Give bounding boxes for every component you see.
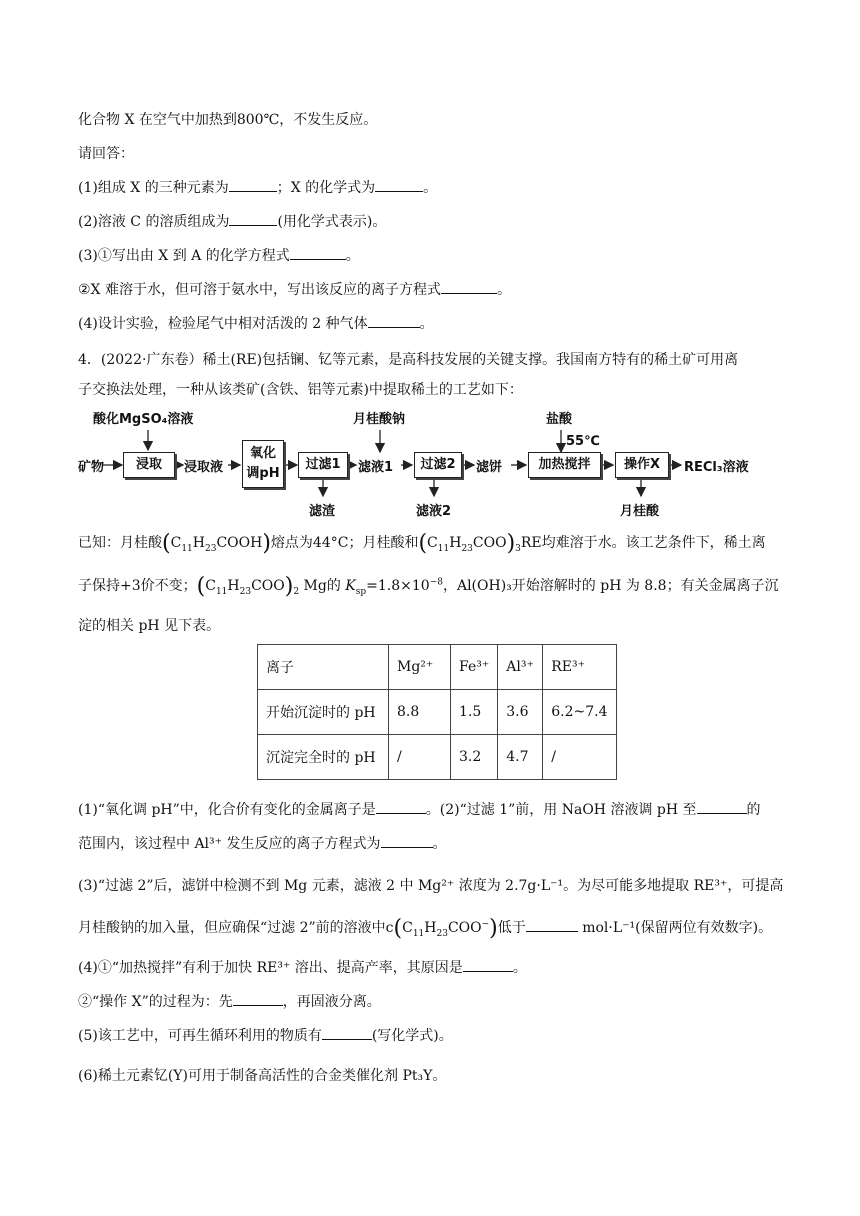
- temperature-label: 55℃: [566, 434, 600, 449]
- flow-step-box: 过滤1: [298, 452, 348, 478]
- ion-ph-table: [257, 644, 617, 780]
- table-cell: RE³⁺: [543, 645, 616, 690]
- table-cell: 4.7: [498, 735, 543, 780]
- table-cell: 沉淀完全时的 pH: [258, 735, 389, 780]
- question-q4-2: ②“操作 X”的过程为：先 ，再固液分离。: [78, 994, 381, 1010]
- question-q1: (1)“氧化调 pH”中，化合价有变化的金属离子是 。(2)“过滤 1”前，用 NaOH 溶液调 pH 至 的: [78, 802, 761, 818]
- table-row: [258, 735, 617, 780]
- byproduct-label: 滤渣: [309, 504, 336, 519]
- text-line-1: 化合物 X 在空气中加热到800℃，不发生反应。: [78, 112, 378, 128]
- question-q5: (5)该工艺中，可再生循环利用的物质有 (写化学式)。: [78, 1028, 453, 1044]
- answer-blank[interactable]: [375, 179, 423, 192]
- table-cell: Fe³⁺: [451, 645, 498, 690]
- reagent-label: 盐酸: [546, 412, 573, 427]
- question-q3-cont: 月桂酸钠的加入量，但应确保“过滤 2”前的溶液中$c(C_{11}H_{23}COO^-)$低于 mol·L⁻¹(保留两位有效数字)。: [78, 916, 773, 941]
- question-q3: (3)“过滤 2”后，滤饼中检测不到 Mg 元素，滤液 2 中 Mg²⁺ 浓度为 2.7g·L⁻¹。为尽可能多地提取 RE³⁺，可提高: [78, 878, 784, 894]
- answer-blank[interactable]: [229, 179, 277, 192]
- answer-blank[interactable]: [233, 993, 283, 1006]
- answer-blank[interactable]: [376, 801, 426, 814]
- known-info-line-1: 已知：月桂酸$(C_{11}H_{23}COOH)$熔点为44°C；月桂酸和$(C_{11}H_{23}COO)_3RE$均难溶于水。该工艺条件下，稀土离: [78, 531, 766, 556]
- answer-blank[interactable]: [290, 247, 346, 260]
- answer-blank[interactable]: [441, 281, 497, 294]
- flow-start-label: 矿物: [78, 460, 105, 475]
- answer-blank[interactable]: [368, 315, 420, 328]
- answer-blank[interactable]: [229, 213, 277, 226]
- intermediate-label: 浸取液: [184, 460, 224, 475]
- problem-4-intro: 4．(2022·广东卷）稀土(RE)包括镧、钇等元素，是高科技发展的关键支撑。我国南方特有的稀土矿可用离: [78, 352, 739, 368]
- answer-blank[interactable]: [322, 1027, 372, 1040]
- table-cell: /: [543, 735, 616, 780]
- flow-step-box: 过滤2: [414, 452, 462, 478]
- question-q6: (6)稀土元素钇(Y)可用于制备高活性的合金类催化剂 Pt₃Y。: [78, 1068, 447, 1084]
- byproduct-label: 月桂酸: [620, 504, 660, 519]
- known-info-line-3: 淀的相关 pH 见下表。: [78, 618, 221, 634]
- intermediate-label: 滤饼: [476, 460, 503, 475]
- byproduct-label: 滤液2: [416, 504, 452, 519]
- table-cell: Al³⁺: [498, 645, 543, 690]
- table-cell: 8.8: [389, 690, 451, 735]
- reagent-label: 酸化MgSO₄溶液: [93, 412, 194, 427]
- reagent-label: 月桂酸钠: [353, 412, 406, 427]
- table-header-row: [258, 645, 617, 690]
- process-flow-diagram: [78, 408, 778, 520]
- question-1: (1)组成 X 的三种元素为 ；X 的化学式为 。: [78, 180, 438, 196]
- table-cell: 1.5: [451, 690, 498, 735]
- product-label: RECl₃溶液: [684, 460, 749, 475]
- table-cell: 6.2~7.4: [543, 690, 616, 735]
- problem-4-intro-2: 子交换法处理，一种从该类矿(含铁、铝等元素)中提取稀土的工艺如下：: [78, 382, 523, 398]
- answer-blank[interactable]: [463, 959, 513, 972]
- table-cell: 3.6: [498, 690, 543, 735]
- flow-step-box: 浸取: [123, 452, 175, 478]
- table-cell: /: [389, 735, 451, 780]
- table-row: [258, 690, 617, 735]
- text-line-2: 请回答：: [78, 146, 134, 162]
- intermediate-label: 滤液1: [358, 460, 394, 475]
- answer-blank[interactable]: [526, 919, 578, 932]
- question-q2: 范围内，该过程中 Al³⁺ 发生反应的离子方程式为 。: [78, 836, 447, 852]
- question-3-2: ②X 难溶于水，但可溶于氨水中，写出该反应的离子方程式 。: [78, 282, 511, 298]
- known-info-line-2: 子保持+3价不变；$(C_{11}H_{23}COO)_2$ Mg的 $K_{sp}=1.8\times 10^{-8}$，Al(OH)₃开始溶解时的 pH 为 8.8；有关金属离子沉: [78, 574, 779, 599]
- flow-step-box: 加热搅拌: [528, 452, 601, 478]
- table-cell: Mg²⁺: [389, 645, 451, 690]
- flow-step-box: 操作X: [615, 452, 669, 478]
- flow-step-box: 氧化 调pH: [242, 440, 284, 488]
- question-4: (4)设计实验，检验尾气中相对活泼的 2 种气体 。: [78, 316, 434, 332]
- table-cell: 离子: [258, 645, 389, 690]
- answer-blank[interactable]: [697, 801, 747, 814]
- question-2: (2)溶液 C 的溶质组成为 (用化学式表示)。: [78, 214, 387, 230]
- question-q4: (4)①“加热搅拌”有利于加快 RE³⁺ 溶出、提高产率，其原因是 。: [78, 960, 527, 976]
- table-cell: 3.2: [451, 735, 498, 780]
- table-cell: 开始沉淀时的 pH: [258, 690, 389, 735]
- answer-blank[interactable]: [381, 835, 433, 848]
- question-3-1: (3)①写出由 X 到 A 的化学方程式 。: [78, 248, 360, 264]
